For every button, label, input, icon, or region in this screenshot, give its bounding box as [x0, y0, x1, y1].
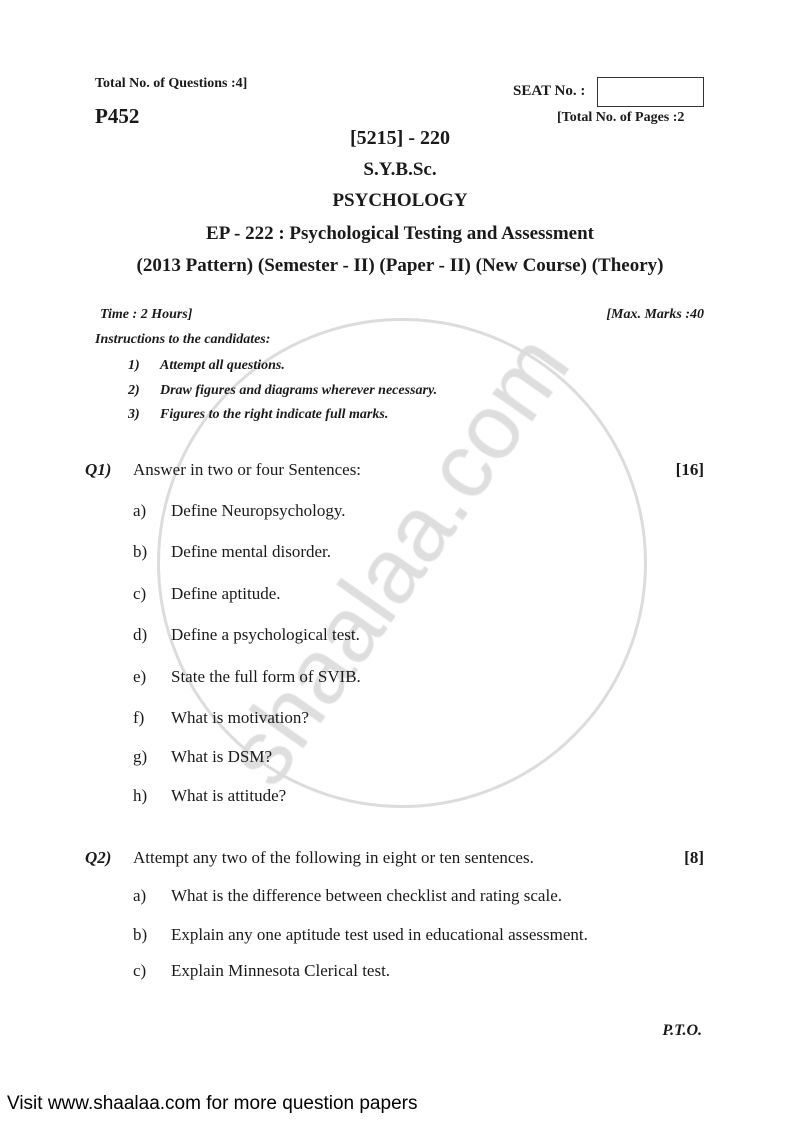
- q1-item-num: c): [133, 584, 147, 603]
- q2-item-num: b): [133, 925, 148, 944]
- q1-item-num: e): [133, 667, 147, 686]
- q2-item-num: a): [133, 886, 147, 905]
- q1-item: What is attitude?: [171, 786, 287, 805]
- paper-code: P452: [95, 104, 140, 128]
- subject: PSYCHOLOGY: [332, 190, 468, 211]
- q1-item: Define mental disorder.: [171, 542, 332, 561]
- q1-item: Define aptitude.: [171, 584, 281, 603]
- footer-link-text[interactable]: Visit www.shaalaa.com for more question papers: [7, 1093, 418, 1114]
- class-name: S.Y.B.Sc.: [363, 159, 437, 180]
- max-marks: [Max. Marks :40: [606, 307, 704, 322]
- instruction-text: Draw figures and diagrams wherever necessary.: [160, 383, 438, 398]
- q1-marks: [16]: [675, 460, 704, 479]
- q1-item: Define Neuropsychology.: [171, 501, 346, 520]
- time: Time : 2 Hours]: [100, 307, 193, 322]
- total-pages: [Total No. of Pages :2: [557, 110, 685, 125]
- q2-item: Explain any one aptitude test used in educational assessment.: [171, 925, 588, 944]
- q1-item-num: d): [133, 625, 148, 644]
- q1-text: Answer in two or four Sentences:: [133, 460, 362, 479]
- q1-item: What is motivation?: [171, 708, 309, 727]
- q2-text: Attempt any two of the following in eight or ten sentences.: [133, 848, 534, 867]
- instruction-text: Figures to the right indicate full marks.: [160, 407, 389, 422]
- q1-number: Q1): [85, 460, 112, 479]
- instruction-num: 2): [128, 383, 140, 398]
- instruction-num: 3): [128, 407, 140, 422]
- seat-number-box: [597, 77, 704, 107]
- q1-item-num: f): [133, 708, 145, 727]
- q2-marks: [8]: [684, 848, 704, 867]
- exam-code: [5215] - 220: [350, 127, 450, 149]
- q1-item: What is DSM?: [171, 747, 273, 766]
- total-questions: Total No. of Questions :4]: [95, 76, 248, 91]
- pattern: (2013 Pattern) (Semester - II) (Paper - II) (New Course) (Theory): [136, 255, 664, 276]
- instruction-num: 1): [128, 358, 140, 373]
- q1-item-num: a): [133, 501, 147, 520]
- q1-item: Define a psychological test.: [171, 625, 360, 644]
- q1-item-num: b): [133, 542, 148, 561]
- seat-label: SEAT No. :: [513, 83, 586, 99]
- course-title: EP - 222 : Psychological Testing and Assessment: [206, 223, 594, 244]
- q1-item-num: h): [133, 786, 148, 805]
- q2-item: What is the difference between checklist and rating scale.: [171, 886, 562, 905]
- q2-item-num: c): [133, 961, 147, 980]
- q1-item: State the full form of SVIB.: [171, 667, 361, 686]
- pto: P.T.O.: [662, 1022, 702, 1039]
- instruction-text: Attempt all questions.: [160, 358, 285, 373]
- q2-item: Explain Minnesota Clerical test.: [171, 961, 391, 980]
- instructions-title: Instructions to the candidates:: [95, 332, 271, 347]
- q2-number: Q2): [85, 848, 112, 867]
- q1-item-num: g): [133, 747, 148, 766]
